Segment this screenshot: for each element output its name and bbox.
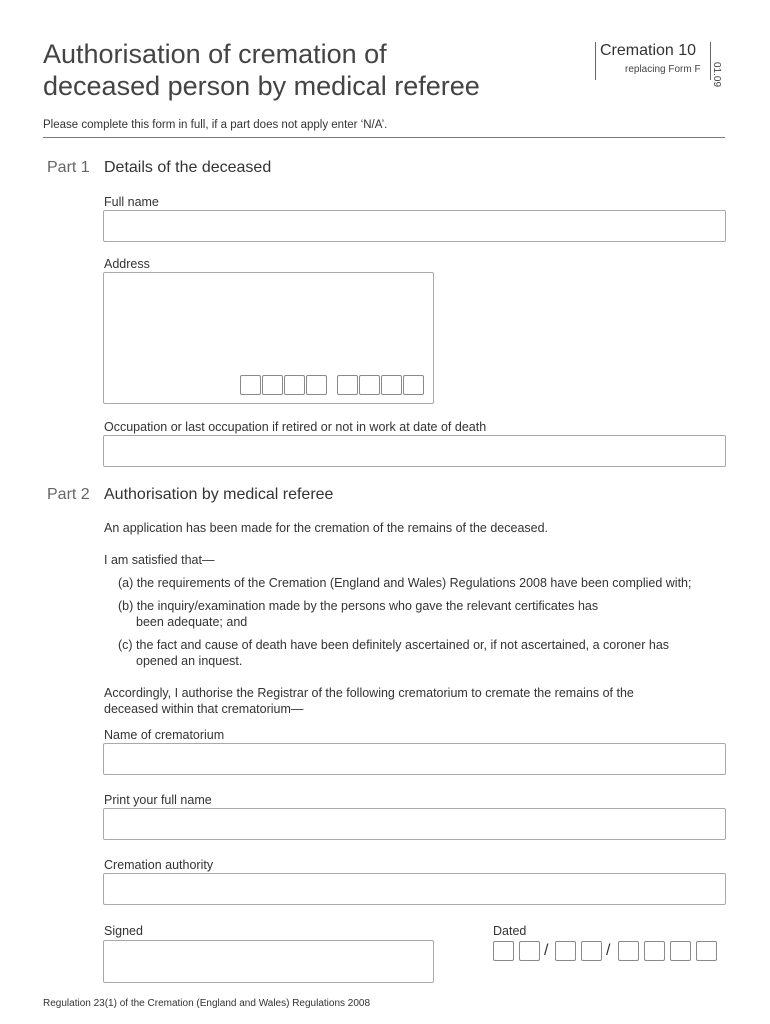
crematorium-label: Name of crematorium — [104, 728, 225, 742]
address-label: Address — [104, 257, 150, 271]
date-day-2[interactable] — [519, 941, 540, 961]
form-replacing: replacing Form F — [625, 64, 701, 75]
date-separator-2: / — [606, 942, 611, 959]
date-boxes — [493, 941, 723, 965]
condition-b-line1: (b) the inquiry/examination made by the persons who gave the relevant certificates has — [118, 599, 599, 613]
instruction-text: Please complete this form in full, if a part does not apply enter ‘N/A’. — [43, 119, 388, 131]
satisfied-statement: I am satisfied that— — [104, 553, 215, 567]
cremation-authority-input[interactable] — [103, 873, 726, 905]
signature-box[interactable] — [103, 940, 434, 983]
part1-number: Part 1 — [47, 159, 90, 176]
form-title-line2: deceased person by medical referee — [43, 71, 480, 101]
condition-b-line2: been adequate; and — [136, 615, 248, 629]
header-divider — [43, 137, 725, 138]
part1-title: Details of the deceased — [104, 159, 272, 176]
full-name-label: Full name — [104, 195, 159, 209]
condition-a: (a) the requirements of the Cremation (England and Wales) Regulations 2008 have been complied with; — [118, 576, 692, 590]
print-name-label: Print your full name — [104, 793, 212, 807]
print-name-input[interactable] — [103, 808, 726, 840]
occupation-input[interactable] — [103, 435, 726, 467]
form-title — [43, 38, 563, 102]
postcode-char-7[interactable] — [381, 375, 402, 395]
condition-c-line2: opened an inquest. — [136, 654, 243, 668]
date-month-1[interactable] — [555, 941, 576, 961]
occupation-label: Occupation or last occupation if retired or not in work at date of death — [104, 420, 487, 434]
authorisation-statement — [104, 685, 634, 717]
postcode-char-6[interactable] — [359, 375, 380, 395]
date-month-2[interactable] — [581, 941, 602, 961]
postcode-char-4[interactable] — [306, 375, 327, 395]
date-year-1[interactable] — [618, 941, 639, 961]
full-name-input[interactable] — [103, 210, 726, 242]
date-separator-1: / — [544, 942, 549, 959]
signed-label: Signed — [104, 924, 143, 938]
date-year-4[interactable] — [696, 941, 717, 961]
date-day-1[interactable] — [493, 941, 514, 961]
postcode-boxes — [240, 375, 430, 397]
postcode-char-1[interactable] — [240, 375, 261, 395]
application-statement: An application has been made for the cremation of the remains of the deceased. — [104, 521, 549, 535]
postcode-char-2[interactable] — [262, 375, 283, 395]
authorisation-line2: deceased within that crematorium— — [104, 702, 304, 716]
regulation-footer: Regulation 23(1) of the Cremation (England and Wales) Regulations 2008 — [43, 998, 371, 1009]
postcode-char-5[interactable] — [337, 375, 358, 395]
crematorium-input[interactable] — [103, 743, 726, 775]
date-year-2[interactable] — [644, 941, 665, 961]
date-year-3[interactable] — [670, 941, 691, 961]
condition-c-line1: (c) the fact and cause of death have been definitely ascertained or, if not ascertained, a coroner has — [118, 638, 670, 652]
condition-c — [118, 637, 669, 669]
form-version-date: 01.09 — [711, 62, 722, 88]
authorisation-line1: Accordingly, I authorise the Registrar of the following crematorium to cremate the remains of the — [104, 686, 634, 700]
dated-label: Dated — [493, 924, 527, 938]
condition-b — [118, 598, 598, 630]
part2-title: Authorisation by medical referee — [104, 486, 334, 503]
part2-number: Part 2 — [47, 486, 90, 503]
postcode-char-3[interactable] — [284, 375, 305, 395]
postcode-char-8[interactable] — [403, 375, 424, 395]
form-title-line1: Authorisation of cremation of — [43, 39, 387, 69]
cremation-authority-label: Cremation authority — [104, 858, 214, 872]
form-id: Cremation 10 — [600, 42, 697, 59]
